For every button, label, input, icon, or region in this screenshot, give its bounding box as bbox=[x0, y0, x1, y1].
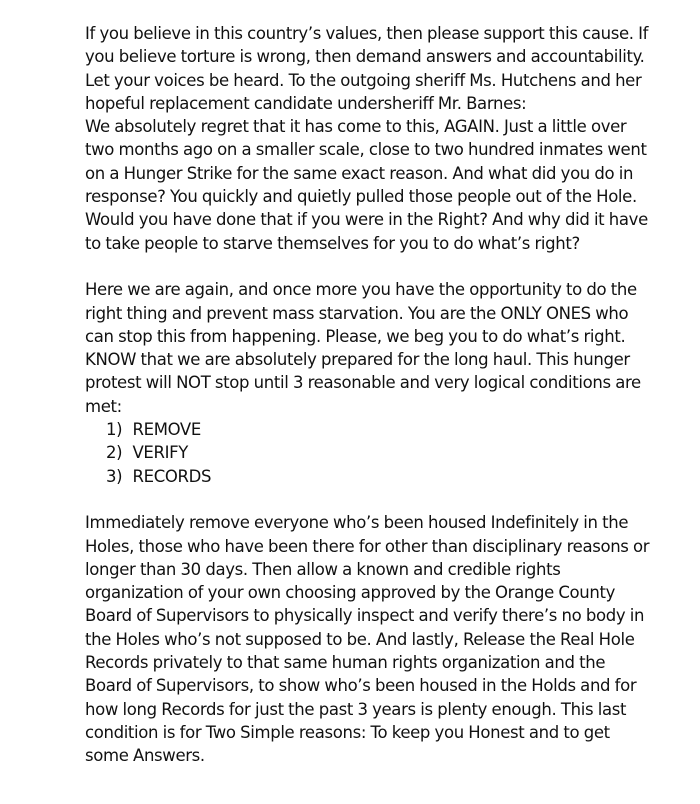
text-line: you believe torture is wrong, then demand answers and accountability. bbox=[85, 47, 645, 67]
list-number: 1) bbox=[106, 420, 123, 440]
text-line: hopeful replacement candidate undersheriff Mr. Barnes: bbox=[85, 93, 527, 113]
text-line: If you believe in this country’s values, then please support this cause. If bbox=[85, 24, 649, 43]
paragraph-demands bbox=[85, 278, 655, 418]
text-line: response? You quickly and quietly pulled those people out of the Hole. bbox=[85, 187, 637, 207]
text-line: some Answers. bbox=[85, 746, 205, 766]
text-line: how long Records for just the past 3 years is plenty enough. This last bbox=[85, 699, 627, 719]
text-line: Let your voices be heard. To the outgoing sheriff Ms. Hutchens and her bbox=[85, 70, 642, 90]
text-line: right thing and prevent mass starvation. You are the ONLY ONES who bbox=[85, 303, 629, 323]
list-item bbox=[85, 418, 655, 441]
list-label: REMOVE bbox=[132, 420, 201, 440]
paragraph-opening bbox=[85, 22, 655, 255]
paragraph-spacer bbox=[85, 488, 655, 511]
letter-document bbox=[85, 22, 655, 768]
text-line: Would you have done that if you were in the Right? And why did it have bbox=[85, 210, 648, 230]
paragraph-spacer bbox=[85, 255, 655, 278]
conditions-list bbox=[85, 418, 655, 488]
text-line: can stop this from happening. Please, we beg you to do what’s right. bbox=[85, 326, 626, 346]
list-item bbox=[85, 441, 655, 464]
text-line: condition is for Two Simple reasons: To keep you Honest and to get bbox=[85, 722, 610, 742]
text-line: Records privately to that same human rights organization and the bbox=[85, 653, 606, 673]
text-line: to take people to starve themselves for you to do what’s right? bbox=[85, 233, 580, 253]
text-line: KNOW that we are absolutely prepared for the long haul. This hunger bbox=[85, 350, 630, 370]
text-line: protest will NOT stop until 3 reasonable and very logical conditions are bbox=[85, 373, 641, 393]
text-line: Holes, those who have been there for other than disciplinary reasons or bbox=[85, 536, 650, 556]
paragraph-explanation bbox=[85, 511, 655, 767]
text-line: longer than 30 days. Then allow a known and credible rights bbox=[85, 559, 561, 579]
list-label: RECORDS bbox=[132, 466, 212, 486]
text-line: We absolutely regret that it has come to this, AGAIN. Just a little over bbox=[85, 117, 627, 137]
text-line: two months ago on a smaller scale, close to two hundred inmates went bbox=[85, 140, 647, 160]
text-line: Board of Supervisors, to show who’s been housed in the Holds and for bbox=[85, 676, 637, 696]
list-item bbox=[85, 465, 655, 488]
text-line: Immediately remove everyone who’s been housed Indefinitely in the bbox=[85, 513, 629, 533]
text-line: met: bbox=[85, 396, 122, 416]
text-line: organization of your own choosing approved by the Orange County bbox=[85, 583, 616, 603]
text-line: the Holes who’s not supposed to be. And lastly, Release the Real Hole bbox=[85, 629, 635, 649]
text-line: Board of Supervisors to physically inspect and verify there’s no body in bbox=[85, 606, 645, 626]
text-line: on a Hunger Strike for the same exact reason. And what did you do in bbox=[85, 163, 634, 183]
list-number: 2) bbox=[106, 443, 123, 463]
list-number: 3) bbox=[106, 466, 123, 486]
text-line: Here we are again, and once more you have the opportunity to do the bbox=[85, 280, 637, 300]
list-label: VERIFY bbox=[132, 443, 189, 463]
